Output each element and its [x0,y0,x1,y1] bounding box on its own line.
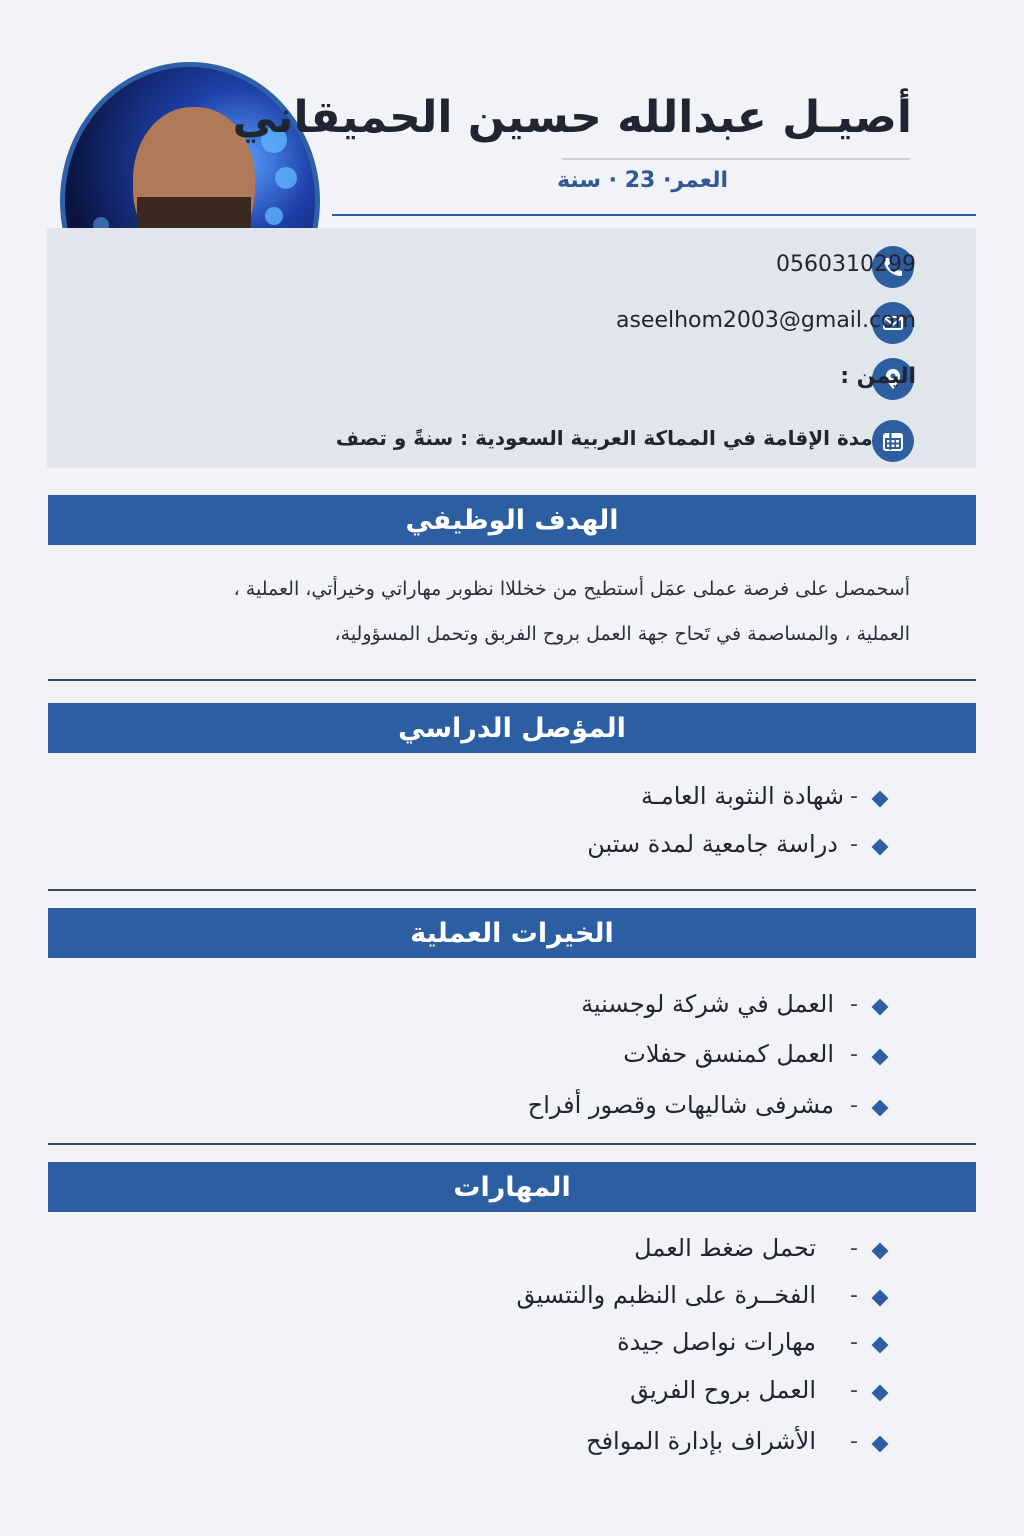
bullet-diamond-icon [872,1436,889,1453]
residence-text: |مدة الإقامة في المماكة العربية السعودية : سنةً و تصف [335,426,894,450]
skill-item: الأشراف بإدارة الموافح [586,1427,816,1455]
bullet-diamond-icon [872,1385,889,1402]
header-divider [332,214,976,216]
bullet-dash: - [850,1378,858,1403]
education-item: دراسة جامعية لمدة ستبن [587,830,838,858]
skill-item: العمل بروح الفريق [630,1376,816,1404]
bullet-diamond-icon [872,839,889,856]
age-text: العمر· 23 · سنة [557,168,728,193]
country-text: اليمن : [840,364,916,389]
bullet-dash: - [850,1093,858,1118]
section-divider [48,1143,976,1145]
bullet-dash: - [850,992,858,1017]
bullet-dash: - [850,832,858,857]
section-divider [48,889,976,891]
education-item: شهادة النثوبة العامـة [640,782,844,810]
bullet-dash: - [850,1283,858,1308]
bullet-diamond-icon [872,791,889,808]
bullet-dash: - [850,1330,858,1355]
objective-line-1: أسحمصل على فرصة عملى عمَل أستطيح من خخللاا نظوبر مهاراتي وخيرأتي، العملية ، [233,578,910,600]
residence-bar: | [886,426,894,450]
skill-item: تحمل ضغط العمل [634,1234,816,1262]
skill-item: مهارات نواصل جيدة [617,1328,816,1356]
bullet-diamond-icon [872,1243,889,1260]
objective-line-2: العملية ، والمساصمة في تَحاح جهة العمل بروح الفربق وتحمل المسؤولية، [334,623,910,645]
bullet-dash: - [850,1429,858,1454]
full-name: أصيـل عبدالله حسين الحميقاني [232,92,912,143]
bullet-diamond-icon [872,1290,889,1307]
phone-number[interactable]: 0560310299 [776,252,916,277]
bullet-dash: - [850,1042,858,1067]
education-header: المؤصل الدراسي [48,703,976,753]
bullet-diamond-icon [872,999,889,1016]
bullet-diamond-icon [872,1337,889,1354]
email-address[interactable]: aseelhom2003@gmail.com [615,308,916,333]
skills-header: المهارات [48,1162,976,1212]
bullet-diamond-icon [872,1049,889,1066]
bullet-dash: - [850,784,858,809]
bullet-diamond-icon [872,1100,889,1117]
name-underline [562,158,910,160]
bullet-dash: - [850,1236,858,1261]
objective-header: الهدف الوظيفي [48,495,976,545]
skill-item: الفخــرة على النظبم والنتسيق [516,1281,816,1309]
experience-item: العمل كمنسق حفلات [623,1040,834,1068]
experience-header: الخيرات العملية [48,908,976,958]
section-divider [48,679,976,681]
experience-item: مشرفى شاليهات وقصور أفراح [527,1091,834,1119]
experience-item: العمل في شركة لوجسنية [581,990,834,1018]
